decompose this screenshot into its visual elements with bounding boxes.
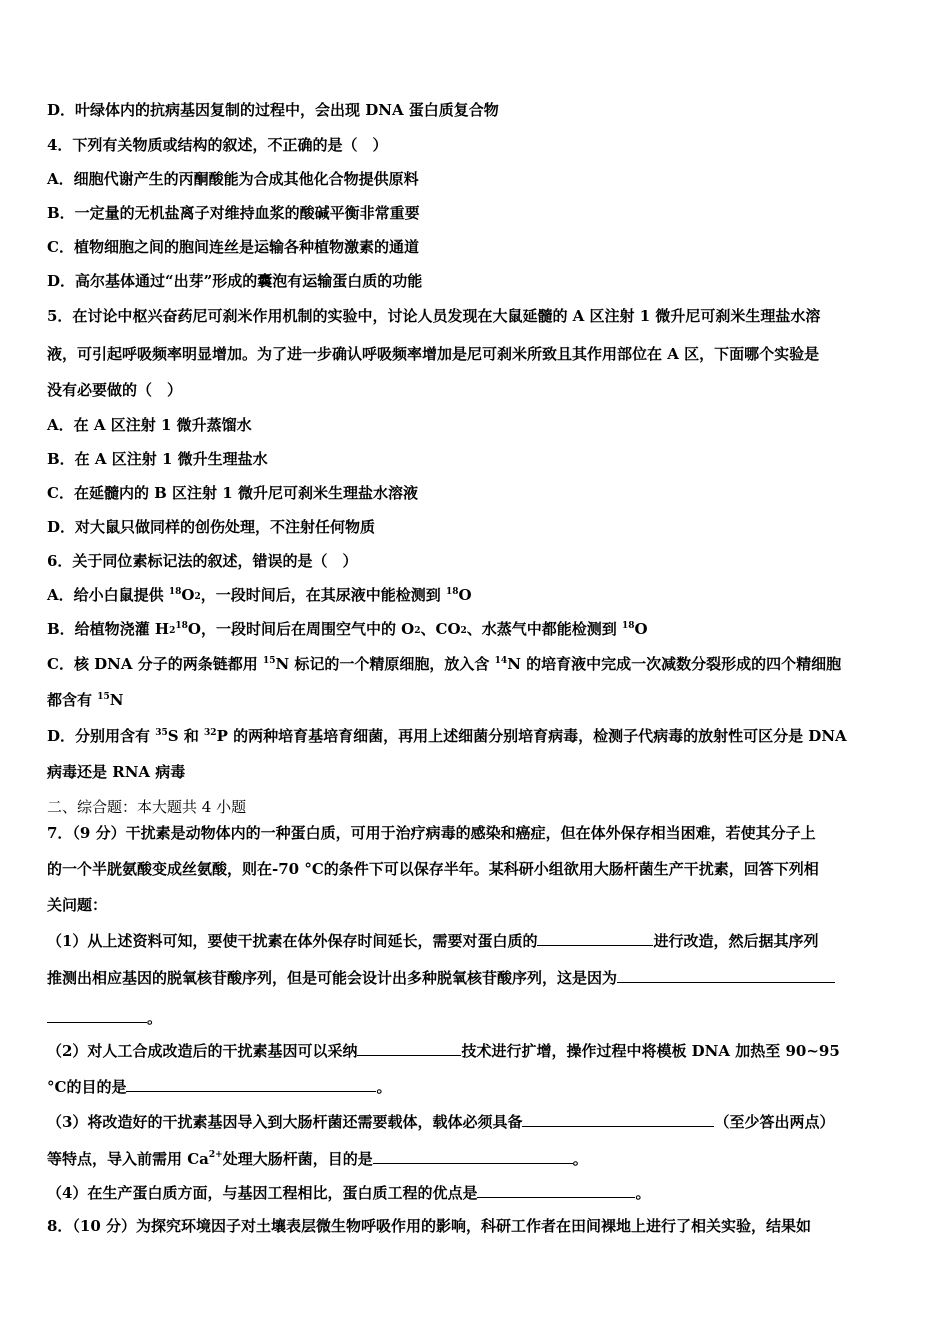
answer-blank[interactable] <box>617 967 835 983</box>
superscript: 2+ <box>208 1150 223 1160</box>
text-run: （1）从上述资料可知，要使干扰素在体外保存时间延长，需要对蛋白质的 <box>47 932 538 950</box>
answer-blank[interactable] <box>357 1040 461 1056</box>
text-run: °C的目的是 <box>47 1078 127 1096</box>
text-run: 进行改造，然后据其序列 <box>653 932 819 950</box>
answer-blank[interactable] <box>47 1007 147 1023</box>
q7-part1-line1 <box>47 930 818 951</box>
text-run: N <box>109 691 124 709</box>
text-run: 。 <box>376 1078 392 1096</box>
q3-option-d: D．叶绿体内的抗病基因复制的过程中，会出现 DNA 蛋白质复合物 <box>47 101 499 119</box>
superscript: 14 <box>494 656 508 666</box>
text-run: 。 <box>635 1184 651 1202</box>
text-run: B．给植物浇灌 H <box>47 620 170 638</box>
superscript: 18 <box>622 621 635 631</box>
q7-part4-line1 <box>47 1182 650 1203</box>
text-run: 推测出相应基因的脱氧核苷酸序列，但是可能会设计出多种脱氧核苷酸序列，这是因为 <box>47 969 618 987</box>
answer-blank[interactable] <box>126 1076 376 1092</box>
subscript: 2 <box>194 592 201 602</box>
text-run: 、水蒸气中都能检测到 <box>466 620 623 638</box>
text-run: C．核 DNA 分子的两条链都用 <box>47 655 263 673</box>
text-run: S 和 <box>167 727 205 745</box>
text-run: P 的两种培育基培育细菌，再用上述细菌分别培育病毒，检测子代病毒的放射性可区分是 DNA <box>216 727 847 745</box>
text-run: O <box>458 586 472 604</box>
text-run: （4）在生产蛋白质方面，与基因工程相比，蛋白质工程的优点是 <box>47 1184 478 1202</box>
q7-part3-line2 <box>47 1148 588 1169</box>
text-run: 技术进行扩增，操作过程中将模板 DNA 加热至 90~95 <box>461 1042 840 1060</box>
q7-part3-line1 <box>47 1111 834 1132</box>
text-run: 处理大肠杆菌，目的是 <box>222 1150 373 1168</box>
superscript: 35 <box>155 728 168 738</box>
q7-part2-line2 <box>47 1076 391 1097</box>
text-run: （2）对人工合成改造后的干扰素基因可以采纳 <box>47 1042 358 1060</box>
text-run: O，一段时间后在周围空气中的 O <box>187 620 415 638</box>
q5-stem-line2: 液，可引起呼吸频率明显增加。为了进一步确认呼吸频率增加是尼可刹米所致且其作用部位在 A 区，下面哪个实验是 <box>47 345 820 363</box>
answer-blank[interactable] <box>537 930 653 946</box>
text-run: A．给小白鼠提供 <box>47 586 169 604</box>
q7-part1-line3 <box>47 1007 162 1028</box>
q7-stem-line2: 的一个半胱氨酸变成丝氨酸，则在-70 °C的条件下可以保存半年。某科研小组欲用大肠杆菌生产干扰素，回答下列相 <box>47 860 819 878</box>
q6-option-d-line1 <box>47 726 847 746</box>
q6-option-a <box>47 585 472 605</box>
text-run: ，一段时间后，在其尿液中能检测到 <box>200 586 446 604</box>
subscript: 2 <box>460 626 467 636</box>
answer-blank[interactable] <box>477 1182 635 1198</box>
text-run: O <box>634 620 648 638</box>
q4-option-c: C．植物细胞之间的胞间连丝是运输各种植物激素的通道 <box>47 238 419 256</box>
superscript: 18 <box>175 621 188 631</box>
q5-option-d: D．对大鼠只做同样的创伤处理，不注射任何物质 <box>47 518 376 536</box>
q5-stem-line1: 5．在讨论中枢兴奋药尼可刹米作用机制的实验中，讨论人员发现在大鼠延髓的 A 区注射 1 微升尼可刹米生理盐水溶 <box>47 307 821 325</box>
q6-option-c-line2 <box>47 690 123 710</box>
answer-blank[interactable] <box>522 1111 714 1127</box>
q7-stem-line1: 7．（9 分）干扰素是动物体内的一种蛋白质，可用于治疗病毒的感染和癌症，但在体外保存相当困难，若使其分子上 <box>47 824 816 842</box>
q4-option-d: D．高尔基体通过“出芽”形成的囊泡有运输蛋白质的功能 <box>47 272 423 290</box>
q4-stem: 4．下列有关物质或结构的叙述，不正确的是（ ） <box>47 136 388 154</box>
q6-option-c-line1 <box>47 654 841 674</box>
text-run: 。 <box>147 1009 163 1027</box>
subscript: 2 <box>169 626 176 636</box>
superscript: 18 <box>445 587 459 597</box>
section-heading: 二、综合题：本大题共 4 小题 <box>47 798 247 816</box>
text-run: 都含有 <box>47 691 98 709</box>
text-run: 、CO <box>420 620 461 638</box>
text-run: D．分别用含有 <box>47 727 156 745</box>
q4-option-a: A．细胞代谢产生的丙酮酸能为合成其他化合物提供原料 <box>47 170 419 188</box>
superscript: 32 <box>204 728 217 738</box>
q5-option-b: B．在 A 区注射 1 微升生理盐水 <box>47 450 268 468</box>
q7-stem-line3: 关问题： <box>47 896 108 914</box>
q6-option-b <box>47 619 648 639</box>
subscript: 2 <box>414 626 421 636</box>
superscript: 15 <box>97 692 110 702</box>
text-run: O <box>181 586 195 604</box>
answer-blank[interactable] <box>373 1148 573 1164</box>
q4-option-b: B．一定量的无机盐离子对维持血浆的酸碱平衡非常重要 <box>47 204 420 222</box>
q5-option-a: A．在 A 区注射 1 微升蒸馏水 <box>47 416 252 434</box>
q6-stem: 6．关于同位素标记法的叙述，错误的是（ ） <box>47 552 358 570</box>
text-run: （3）将改造好的干扰素基因导入到大肠杆菌还需要载体，载体必须具备 <box>47 1113 523 1131</box>
text-run: N 的培育液中完成一次减数分裂形成的四个精细胞 <box>507 655 842 673</box>
q8-stem-line1: 8．（10 分）为探究环境因子对土壤表层微生物呼吸作用的影响，科研工作者在田间裸地上进行了相关实验，结果如 <box>47 1217 812 1235</box>
text-run: 等特点，导入前需用 Ca <box>47 1150 209 1168</box>
q5-option-c: C．在延髓内的 B 区注射 1 微升尼可刹米生理盐水溶液 <box>47 484 418 502</box>
text-run: N 标记的一个精原细胞，放入含 <box>275 655 495 673</box>
q6-option-d-line2: 病毒还是 RNA 病毒 <box>47 763 186 781</box>
text-run: 。 <box>572 1150 588 1168</box>
q5-stem-line3: 没有必要做的（ ） <box>47 381 183 399</box>
text-run: （至少答出两点） <box>714 1113 835 1131</box>
q7-part2-line1 <box>47 1040 840 1061</box>
q7-part1-line2 <box>47 967 835 988</box>
superscript: 18 <box>168 587 182 597</box>
superscript: 15 <box>262 656 276 666</box>
